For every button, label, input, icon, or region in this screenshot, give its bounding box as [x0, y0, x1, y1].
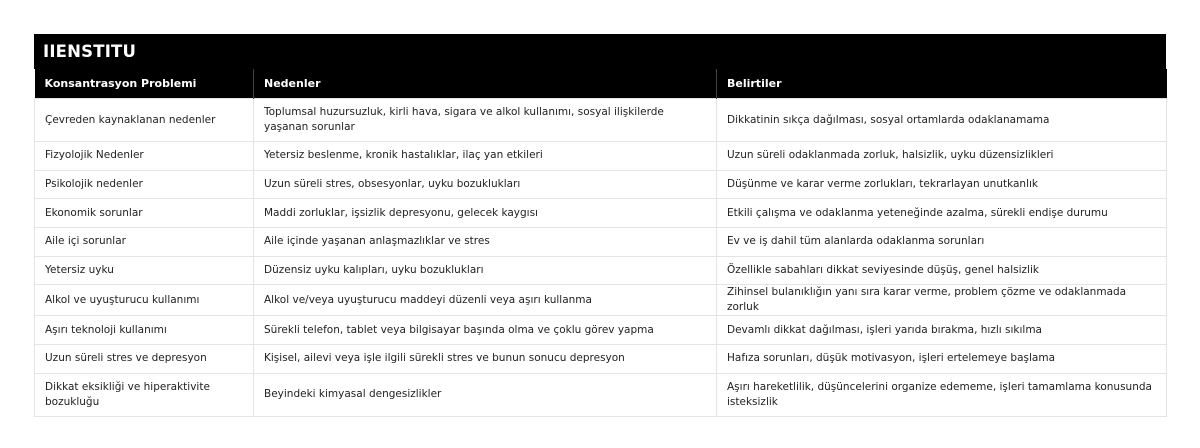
concentration-table	[34, 69, 1167, 417]
cell-symptoms: Zihinsel bulanıklığın yanı sıra karar verme, problem çözme ve odaklanmada zorluk	[717, 285, 1167, 316]
cell-causes: Maddi zorluklar, işsizlik depresyonu, gelecek kaygısı	[254, 199, 717, 228]
column-header-causes: Nedenler	[254, 69, 717, 99]
brand-title: IIENSTITU	[34, 34, 1166, 69]
cell-problem: Ekonomik sorunlar	[35, 199, 254, 228]
table-row	[35, 99, 1167, 142]
cell-problem: Aile içi sorunlar	[35, 228, 254, 257]
table-row	[35, 228, 1167, 257]
cell-causes: Kişisel, ailevi veya işle ilgili sürekli stres ve bunun sonucu depresyon	[254, 345, 717, 374]
table-row	[35, 373, 1167, 416]
cell-causes: Toplumsal huzursuzluk, kirli hava, sigara ve alkol kullanımı, sosyal ilişkilerde yaşanan sorunlar	[254, 99, 717, 142]
cell-symptoms: Devamlı dikkat dağılması, işleri yarıda bırakma, hızlı sıkılma	[717, 316, 1167, 345]
content-table-wrapper	[34, 34, 1166, 417]
table-row	[35, 285, 1167, 316]
cell-symptoms: Uzun süreli odaklanmada zorluk, halsizlik, uyku düzensizlikleri	[717, 142, 1167, 171]
column-header-symptoms: Belirtiler	[717, 69, 1167, 99]
cell-symptoms: Düşünme ve karar verme zorlukları, tekrarlayan unutkanlık	[717, 170, 1167, 199]
cell-causes: Yetersiz beslenme, kronik hastalıklar, ilaç yan etkileri	[254, 142, 717, 171]
cell-problem: Alkol ve uyuşturucu kullanımı	[35, 285, 254, 316]
cell-symptoms: Dikkatinin sıkça dağılması, sosyal ortamlarda odaklanamama	[717, 99, 1167, 142]
cell-problem: Çevreden kaynaklanan nedenler	[35, 99, 254, 142]
table-row	[35, 256, 1167, 285]
cell-problem: Aşırı teknoloji kullanımı	[35, 316, 254, 345]
cell-causes: Beyindeki kimyasal dengesizlikler	[254, 373, 717, 416]
cell-symptoms: Aşırı hareketlilik, düşüncelerini organize edememe, işleri tamamlama konusunda isteksizlik	[717, 373, 1167, 416]
table-row	[35, 345, 1167, 374]
cell-symptoms: Ev ve iş dahil tüm alanlarda odaklanma sorunları	[717, 228, 1167, 257]
cell-symptoms: Hafıza sorunları, düşük motivasyon, işleri ertelemeye başlama	[717, 345, 1167, 374]
column-header-problem: Konsantrasyon Problemi	[35, 69, 254, 99]
table-row	[35, 170, 1167, 199]
cell-causes: Uzun süreli stres, obsesyonlar, uyku bozuklukları	[254, 170, 717, 199]
cell-problem: Psikolojik nedenler	[35, 170, 254, 199]
table-header-row	[35, 69, 1167, 99]
cell-causes: Sürekli telefon, tablet veya bilgisayar başında olma ve çoklu görev yapma	[254, 316, 717, 345]
table-row	[35, 199, 1167, 228]
cell-symptoms: Etkili çalışma ve odaklanma yeteneğinde azalma, sürekli endişe durumu	[717, 199, 1167, 228]
cell-problem: Yetersiz uyku	[35, 256, 254, 285]
table-row	[35, 142, 1167, 171]
cell-symptoms: Özellikle sabahları dikkat seviyesinde düşüş, genel halsizlik	[717, 256, 1167, 285]
cell-causes: Düzensiz uyku kalıpları, uyku bozuklukları	[254, 256, 717, 285]
cell-causes: Alkol ve/veya uyuşturucu maddeyi düzenli veya aşırı kullanma	[254, 285, 717, 316]
cell-causes: Aile içinde yaşanan anlaşmazlıklar ve stres	[254, 228, 717, 257]
cell-problem: Uzun süreli stres ve depresyon	[35, 345, 254, 374]
cell-problem: Dikkat eksikliği ve hiperaktivite bozukluğu	[35, 373, 254, 416]
cell-problem: Fizyolojik Nedenler	[35, 142, 254, 171]
table-row	[35, 316, 1167, 345]
